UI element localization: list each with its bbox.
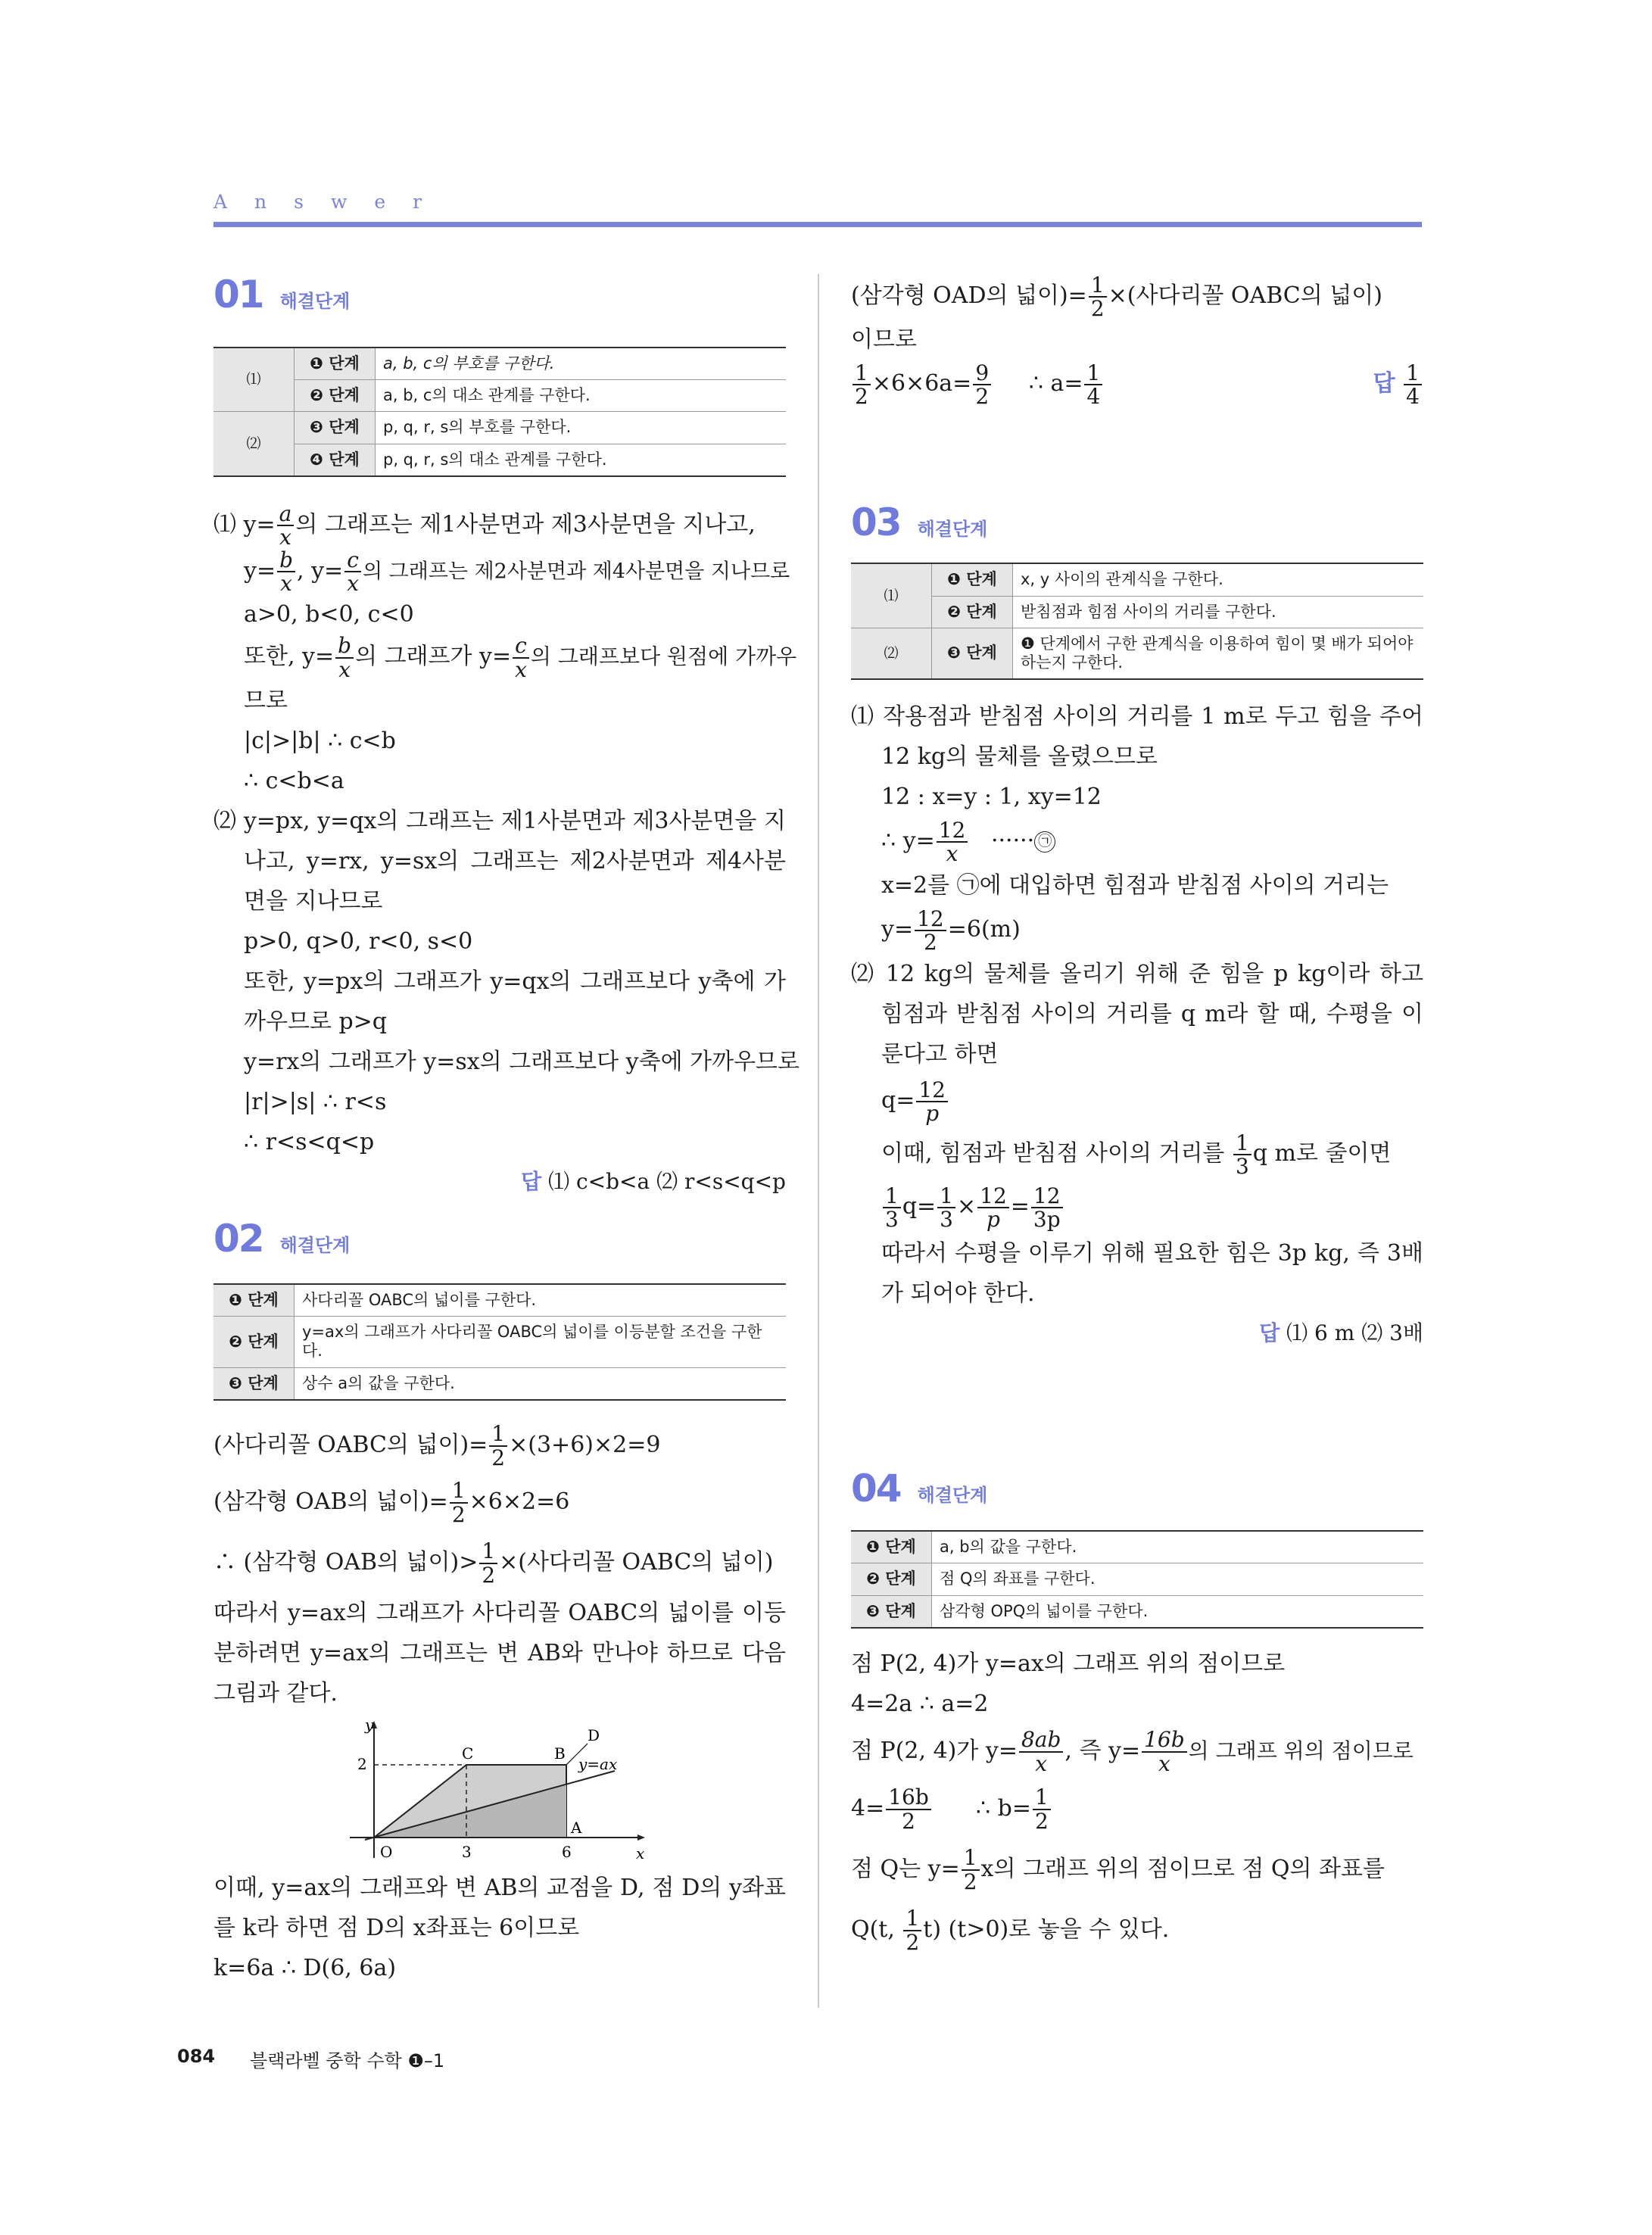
text: ⑴ y=	[214, 511, 276, 538]
numerator: 1	[450, 1479, 468, 1503]
fraction	[1031, 1185, 1063, 1231]
denominator: 2	[963, 1869, 977, 1894]
answer-text: ⑴ 6 m ⑵ 3배	[1286, 1320, 1423, 1346]
table-row	[851, 1563, 1423, 1595]
section-03-solution	[851, 697, 1423, 1353]
solution-line	[851, 1900, 1423, 1960]
text: ×6×6a=	[871, 370, 972, 397]
fraction	[903, 1907, 921, 1953]
solution-line	[214, 1532, 786, 1593]
numerator: a	[277, 503, 295, 526]
solution-line	[214, 500, 786, 550]
numerator: c	[513, 634, 529, 658]
fraction	[1142, 1728, 1187, 1775]
text: (삼각형 OAB의 넓이)=	[214, 1488, 448, 1515]
denominator: 3	[1235, 1154, 1249, 1180]
text: 의 그래프 위의 점이므로	[1188, 1738, 1414, 1763]
step-text: 사다리꼴 OABC의 넓이를 구한다.	[295, 1284, 787, 1317]
step-text: 상수 a의 값을 구한다.	[295, 1367, 787, 1400]
fraction	[937, 819, 968, 865]
table-row	[214, 348, 786, 380]
numerator: c	[344, 549, 361, 572]
solution-line: ∴ r<s<q<p	[244, 1129, 375, 1156]
step-text: a, b의 값을 구한다.	[932, 1531, 1424, 1563]
solution-line	[851, 906, 1423, 954]
step-text: p, q, r, s의 대소 관계를 구한다.	[376, 444, 787, 476]
text: q m로 줄이면	[1252, 1140, 1392, 1167]
solution-line	[851, 817, 1423, 865]
answer-text: ⑴ c<b<a ⑵ r<s<q<p	[548, 1169, 786, 1195]
table-row	[851, 1595, 1423, 1628]
table-row	[214, 1284, 786, 1317]
numerator: 16b	[1142, 1728, 1187, 1752]
text: 의 그래프가 y=	[355, 643, 512, 670]
denominator: x	[515, 656, 527, 682]
text: 또한, y=	[244, 643, 335, 670]
fraction	[937, 1185, 955, 1231]
x-tick-label-6: 6	[562, 1842, 572, 1861]
x-tick-label-3: 3	[462, 1842, 472, 1861]
denominator: 2	[1090, 296, 1105, 321]
group-label: ⑴	[851, 563, 932, 628]
x-axis-arrow	[637, 1834, 645, 1841]
solution-line	[214, 633, 797, 682]
solution-line	[851, 273, 1423, 320]
solution-line	[214, 1472, 786, 1532]
fraction	[883, 1185, 901, 1231]
denominator: p	[986, 1207, 1000, 1233]
solution-line: ∴ c<b<a	[244, 768, 344, 795]
text: 이때, 힘점과 받침점 사이의 거리를	[881, 1140, 1232, 1167]
text: ×(사다리꼴 OABC의 넓이)	[1108, 282, 1382, 309]
table-row	[214, 380, 786, 412]
answer-mark: 답	[1259, 1320, 1280, 1346]
text: (사다리꼴 OABC의 넓이)=	[214, 1431, 488, 1458]
section-03-answer	[851, 1314, 1423, 1353]
denominator: x	[347, 570, 359, 596]
step-text: y=ax의 그래프가 사다리꼴 OABC의 넓이를 이등분할 조건을 구한다.	[295, 1317, 787, 1367]
section-label: 해결단계	[279, 291, 351, 312]
step-text: a, b, c의 대소 관계를 구한다.	[376, 380, 787, 412]
text: , y=	[297, 556, 344, 584]
fraction	[977, 1185, 1009, 1231]
book-title: 블랙라벨 중학 수학 ❶–1	[250, 2050, 445, 2071]
answer-fraction	[1404, 362, 1422, 408]
text: 의 그래프는 제2사분면과 제4사분면을 지나므로	[363, 559, 790, 583]
fraction	[962, 1847, 980, 1893]
text: =	[1010, 1193, 1030, 1220]
solution-line	[851, 1778, 1423, 1839]
numerator: 1	[852, 362, 871, 385]
numerator: 1	[479, 1540, 497, 1563]
section-02-heading	[214, 1217, 786, 1261]
denominator: 4	[1406, 384, 1420, 410]
denominator: 2	[482, 1562, 496, 1588]
solution-line: 4=2a ∴ a=2	[851, 1690, 989, 1717]
solution-line: 또한, y=px의 그래프가 y=qx의 그래프보다 y축에 가까우므로 p>q	[244, 968, 786, 1036]
denominator: 2	[1034, 1808, 1049, 1834]
denominator: x	[280, 570, 292, 596]
y-tick-label: 2	[357, 1754, 367, 1773]
group-label: ⑵	[851, 628, 932, 679]
solution-line	[851, 1724, 1423, 1778]
numerator: 1	[1404, 362, 1422, 385]
section-number: 02	[214, 1217, 263, 1261]
denominator: x	[279, 525, 291, 550]
step-label: ❷ 단계	[295, 380, 376, 412]
right-column	[851, 273, 1423, 1960]
denominator: 4	[1086, 384, 1101, 410]
solution-line: ⑵ y=px, y=qx의 그래프는 제1사분면과 제3사분면을 지나고, y=rx, y=sx의 그래프는 제2사분면과 제4사분면을 지나므로	[214, 808, 786, 915]
solution-line	[851, 1074, 1423, 1127]
section-02-answer	[1373, 360, 1423, 408]
fraction	[1019, 1728, 1063, 1775]
fraction	[915, 908, 946, 954]
text: , 즉 y=	[1064, 1737, 1141, 1764]
text: ×(3+6)×2=9	[509, 1431, 661, 1458]
answer-mark: 답	[1373, 370, 1395, 397]
numerator: 9	[973, 362, 991, 385]
text: ∴ a=	[993, 370, 1083, 397]
solution-line: 12 : x=y : 1, xy=12	[881, 784, 1102, 811]
step-text: 받침점과 힘점 사이의 거리를 구한다.	[1013, 596, 1424, 628]
fraction	[1233, 1132, 1251, 1178]
text: Q(t,	[851, 1915, 902, 1943]
solution-line: |c|>|b| ∴ c<b	[244, 728, 396, 755]
step-text: p, q, r, s의 부호를 구한다.	[376, 412, 787, 444]
group-label: ⑵	[214, 412, 295, 476]
text: ×6×2=6	[469, 1488, 570, 1515]
trapezoid-graph-figure	[335, 1718, 653, 1862]
text: ······	[969, 828, 1035, 855]
table-row	[851, 1531, 1423, 1563]
text: y=	[244, 556, 276, 584]
denominator: 2	[491, 1445, 506, 1470]
denominator: 2	[855, 384, 868, 410]
numerator: 12	[937, 819, 968, 843]
numerator: 16b	[886, 1786, 931, 1810]
section-01-solution	[214, 500, 800, 1202]
numerator: 1	[903, 1907, 921, 1931]
header-rule	[214, 222, 1422, 227]
text: (삼각형 OAD의 넓이)=	[851, 282, 1087, 309]
solution-line	[851, 360, 1423, 408]
text: 점 Q는 y=	[851, 1855, 960, 1882]
section-01-steps-table	[214, 347, 786, 477]
text: ∴ y=	[881, 828, 935, 855]
section-04-steps-table	[851, 1530, 1423, 1629]
denominator: x	[338, 656, 351, 682]
solution-line: p>0, q>0, r<0, s<0	[244, 928, 473, 955]
circled-label: ㉠	[1034, 831, 1055, 853]
solution-line: |r|>|s| ∴ r<s	[244, 1089, 387, 1116]
text: y=	[881, 916, 914, 943]
step-text: ❶ 단계에서 구한 관계식을 이용하여 힘이 몇 배가 되어야 하는지 구한다.	[1013, 628, 1424, 679]
text: q=	[881, 1087, 915, 1114]
solution-line: 따라서 수평을 이루기 위해 필요한 힘은 3p kg, 즉 3배가 되어야 한다.	[881, 1240, 1423, 1308]
step-label: ❶ 단계	[932, 563, 1013, 596]
section-04-heading	[851, 1467, 1423, 1510]
solution-line: a>0, b<0, c<0	[244, 601, 414, 628]
line-label: y=ax	[578, 1754, 618, 1773]
table-row	[214, 1317, 786, 1367]
solution-line: y=rx의 그래프가 y=sx의 그래프보다 y축에 가까우므로	[244, 1049, 800, 1076]
text: x의 그래프 위의 점이므로 점 Q의 좌표를	[980, 1855, 1385, 1882]
fraction	[335, 634, 354, 681]
text: ×	[957, 1193, 977, 1220]
denominator: 3	[940, 1207, 953, 1233]
denominator: p	[925, 1101, 940, 1127]
text: 점 P(2, 4)가 y=	[851, 1737, 1018, 1764]
section-02-solution	[214, 1419, 786, 1988]
solution-paragraph: 따라서 y=ax의 그래프가 사다리꼴 OABC의 넓이를 이등분하려면 y=ax의 그래프는 변 AB와 만나야 하므로 다음 그림과 같다.	[214, 1599, 786, 1707]
section-03-steps-table	[851, 563, 1423, 680]
numerator: 12	[1031, 1185, 1063, 1208]
solution-line: x=2를 ㉠에 대입하면 힘점과 받침점 사이의 거리는	[881, 872, 1389, 899]
section-01-answer	[214, 1162, 786, 1202]
table-row	[214, 412, 786, 444]
step-label: ❸ 단계	[214, 1367, 295, 1400]
section-01-heading	[214, 273, 786, 316]
table-row	[851, 563, 1423, 596]
fraction	[1084, 362, 1102, 408]
numerator: 1	[1084, 362, 1102, 385]
step-label: ❷ 단계	[932, 596, 1013, 628]
step-label: ❸ 단계	[295, 412, 376, 444]
solution-line: k=6a ∴ D(6, 6a)	[214, 1954, 397, 1981]
origin-label: O	[380, 1842, 393, 1861]
answer-mark: 답	[521, 1169, 542, 1195]
text: 의 그래프보다 원점에 가까우	[530, 644, 797, 669]
numerator: 1	[1033, 1786, 1051, 1810]
point-c-label: C	[462, 1744, 474, 1763]
numerator: 12	[915, 908, 946, 931]
fraction	[479, 1540, 497, 1586]
section-02-steps-table	[214, 1283, 786, 1401]
numerator: 1	[883, 1185, 901, 1208]
fraction	[344, 549, 361, 595]
step-text: 삼각형 OPQ의 넓이를 구한다.	[932, 1595, 1424, 1628]
x-axis-label: x	[636, 1844, 645, 1862]
table-row	[214, 444, 786, 476]
group-label: ⑴	[214, 348, 295, 412]
table-row	[214, 1367, 786, 1400]
solution-line: ⑴ 작용점과 받침점 사이의 거리를 1 m로 두고 힘을 주어 12 kg의 물체를 올렸으므로	[851, 703, 1423, 771]
denominator: x	[1158, 1750, 1170, 1776]
fraction	[513, 634, 529, 681]
numerator: 1	[962, 1847, 980, 1870]
fraction	[1089, 274, 1107, 320]
section-number: 03	[851, 500, 901, 545]
text: ×(사다리꼴 OABC의 넓이)	[499, 1548, 774, 1576]
fraction	[852, 362, 871, 408]
solution-paragraph: 이때, y=ax의 그래프와 변 AB의 교점을 D, 점 D의 y좌표를 k라 하면 점 D의 x좌표는 6이므로	[214, 1874, 786, 1941]
step-label: ❶ 단계	[214, 1284, 295, 1317]
text: ∴ (삼각형 OAB의 넓이)>	[214, 1548, 478, 1576]
step-text: a, b, c의 부호를 구한다.	[376, 348, 787, 380]
solution-line: 므로	[244, 687, 288, 715]
point-d-label: D	[588, 1725, 600, 1744]
numerator: b	[335, 634, 354, 658]
fraction	[973, 362, 991, 408]
denominator: 2	[451, 1501, 466, 1527]
numerator: 1	[1233, 1132, 1251, 1155]
numerator: 12	[977, 1185, 1009, 1208]
y-axis-label: y	[365, 1717, 374, 1734]
step-label: ❷ 단계	[851, 1563, 932, 1595]
left-column	[214, 273, 800, 1988]
solution-line: 점 P(2, 4)가 y=ax의 그래프 위의 점이므로	[851, 1650, 1286, 1677]
denominator: 2	[905, 1929, 920, 1955]
text: ∴ b=	[932, 1794, 1031, 1822]
step-text: x, y 사이의 관계식을 구한다.	[1013, 563, 1424, 596]
section-number: 01	[214, 273, 263, 316]
text: t) (t>0)로 놓을 수 있다.	[923, 1915, 1170, 1943]
table-row	[851, 596, 1423, 628]
header-label: Answer	[214, 191, 450, 213]
denominator: x	[946, 841, 958, 867]
section-label: 해결단계	[917, 1485, 988, 1507]
step-label: ❸ 단계	[932, 628, 1013, 679]
denominator: 2	[924, 930, 937, 955]
section-03-heading	[851, 500, 1423, 544]
denominator: x	[1035, 1750, 1048, 1776]
fraction	[886, 1786, 931, 1832]
fraction	[489, 1423, 507, 1469]
solution-line: ⑵ 12 kg의 물체를 올리기 위해 준 힘을 p kg이라 하고 힘점과 받침점 사이의 거리를 q m라 할 때, 수평을 이룬다고 하면	[851, 961, 1423, 1068]
column-divider	[818, 274, 819, 2008]
numerator: b	[277, 549, 295, 572]
point-b-label: B	[554, 1744, 566, 1763]
denominator: 3p	[1033, 1207, 1061, 1233]
section-04-solution	[851, 1644, 1423, 1960]
point-a-label: A	[571, 1818, 582, 1837]
numerator: 12	[916, 1079, 948, 1102]
fraction	[450, 1479, 468, 1526]
table-row	[851, 628, 1423, 679]
denominator: 3	[885, 1207, 899, 1233]
step-label: ❸ 단계	[851, 1595, 932, 1628]
numerator: 1	[937, 1185, 955, 1208]
fraction	[277, 549, 295, 595]
solution-line	[851, 1127, 1423, 1180]
section-number: 04	[851, 1467, 901, 1511]
step-label: ❶ 단계	[851, 1531, 932, 1563]
step-text: 점 Q의 좌표를 구한다.	[932, 1563, 1424, 1595]
solution-line	[851, 1180, 1423, 1233]
text: 의 그래프는 제1사분면과 제3사분면을 지나고,	[295, 511, 756, 538]
step-label: ❹ 단계	[295, 444, 376, 476]
step-label: ❶ 단계	[295, 348, 376, 380]
solution-line: 이므로	[851, 326, 917, 354]
text: q=	[902, 1193, 937, 1220]
page-number: 084	[177, 2046, 216, 2067]
numerator: 1	[1089, 274, 1107, 298]
numerator: 1	[489, 1423, 507, 1446]
numerator: 8ab	[1019, 1728, 1063, 1752]
fraction	[1033, 1786, 1051, 1832]
fraction	[916, 1079, 948, 1125]
fraction	[277, 500, 295, 550]
section-label: 해결단계	[917, 519, 988, 541]
solution-line	[214, 1419, 786, 1472]
step-label: ❷ 단계	[214, 1317, 295, 1367]
solution-line	[214, 547, 790, 596]
section-label: 해결단계	[279, 1235, 351, 1257]
solution-line	[851, 1839, 1423, 1900]
denominator: 2	[975, 384, 990, 410]
denominator: 2	[902, 1808, 915, 1834]
text: =6(m)	[947, 916, 1021, 943]
text: 4=	[851, 1794, 885, 1822]
